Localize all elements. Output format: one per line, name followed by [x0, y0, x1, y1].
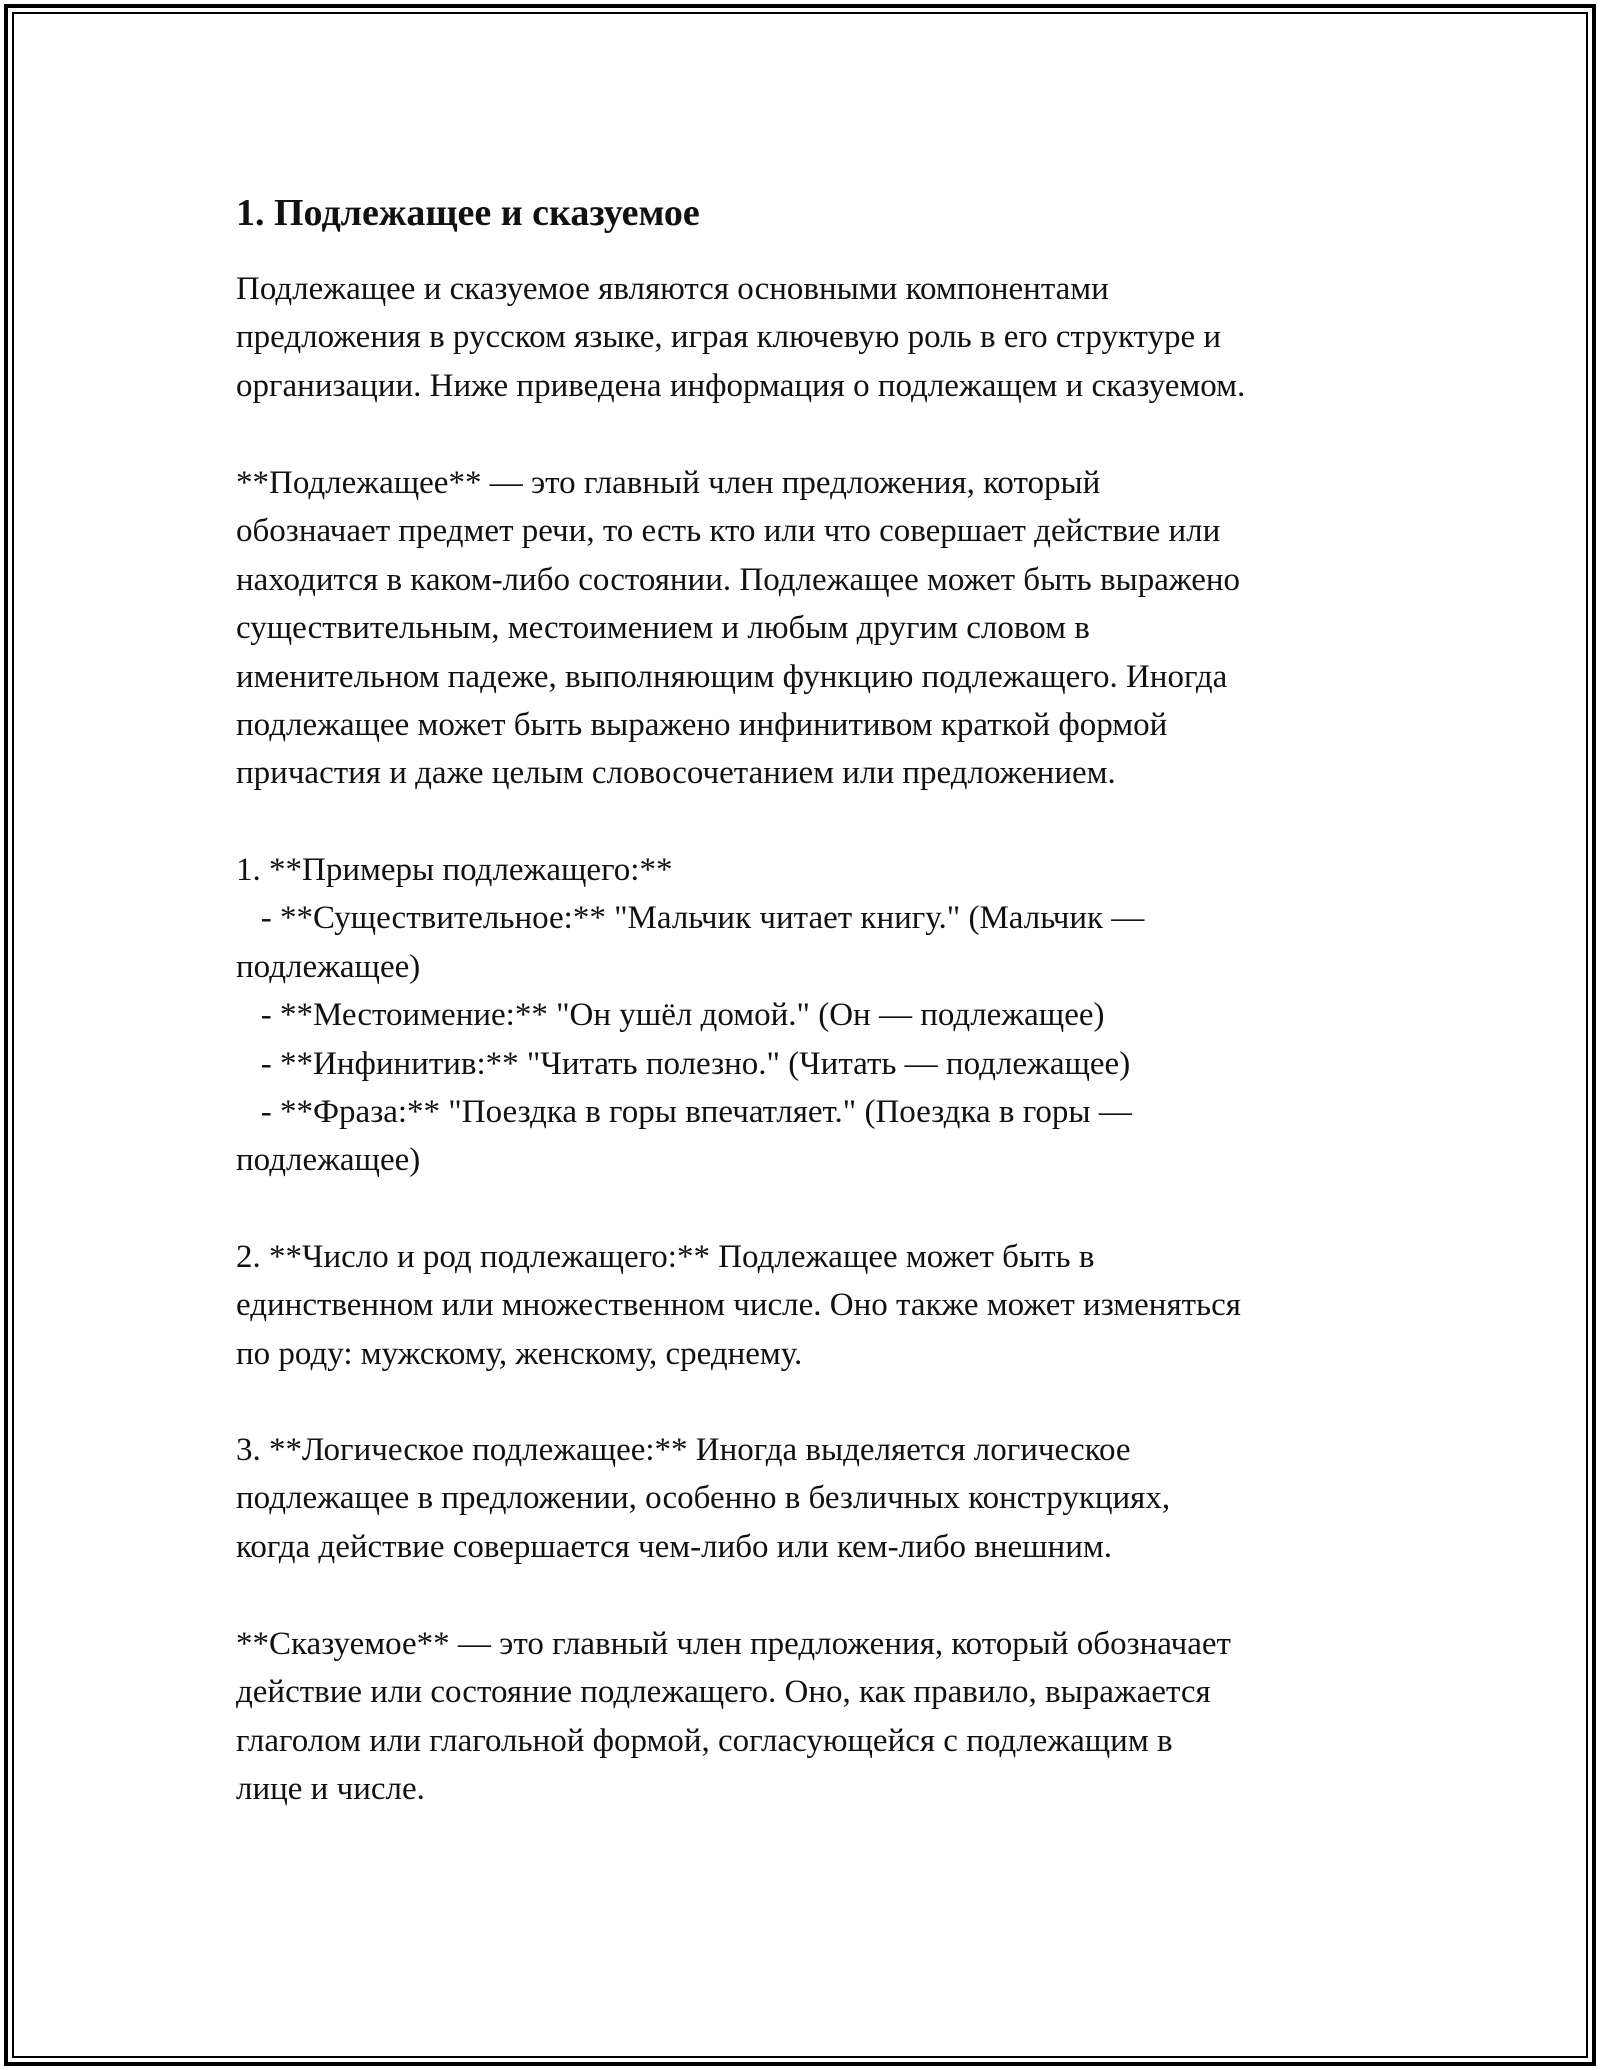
- text-line: именительном падеже, выполняющим функцию подлежащего. Иногда: [236, 658, 1228, 695]
- subject-examples-list: [236, 846, 1144, 1185]
- text-line: причастия и даже целым словосочетанием или предложением.: [236, 755, 1116, 792]
- text-line: предложения в русском языке, играя ключевую роль в его структуре и: [236, 319, 1222, 356]
- list-item: - **Фраза:** "Поездка в горы впечатляет." (Поездка в горы —: [236, 1093, 1132, 1130]
- text-line: обозначает предмет речи, то есть кто или что совершает действие или: [236, 513, 1221, 550]
- text-line: **Сказуемое** — это главный член предложения, который обозначает: [236, 1626, 1231, 1662]
- text-line: глаголом или глагольной формой, согласующейся с подлежащим в: [236, 1722, 1173, 1759]
- text-line: когда действие совершается чем-либо или кем-либо внешним.: [236, 1528, 1112, 1565]
- text-line: подлежащее в предложении, особенно в безличных конструкциях,: [236, 1480, 1171, 1517]
- list-item-continuation: подлежащее): [236, 1142, 421, 1179]
- text-line: **Подлежащее** — это главный член предложения, который: [236, 465, 1101, 501]
- text-line: находится в каком-либо состоянии. Подлежащее может быть выражено: [236, 561, 1241, 598]
- intro-paragraph: [236, 265, 1245, 410]
- number-gender-paragraph: [236, 1233, 1241, 1378]
- text-line: Подлежащее и сказуемое являются основными компонентами: [236, 271, 1109, 307]
- section-heading: 1. Подлежащее и сказуемое: [236, 192, 700, 234]
- text-line: единственном или множественном числе. Оно также может изменяться: [236, 1287, 1241, 1324]
- logical-subject-paragraph: [236, 1426, 1170, 1571]
- text-line: лице и числе.: [236, 1771, 425, 1808]
- text-line: 2. **Число и род подлежащего:** Подлежащее может быть в: [236, 1239, 1095, 1275]
- text-line: 3. **Логическое подлежащее:** Иногда выделяется логическое: [236, 1432, 1131, 1468]
- text-line: организации. Ниже приведена информация о подлежащем и сказуемом.: [236, 367, 1246, 404]
- list-item: - **Инфинитив:** "Читать полезно." (Читать — подлежащее): [236, 1045, 1131, 1082]
- predicate-definition-paragraph: [236, 1620, 1231, 1814]
- list-item-continuation: подлежащее): [236, 948, 421, 985]
- list-item: - **Существительное:** "Мальчик читает книгу." (Мальчик —: [236, 900, 1145, 937]
- text-line: существительным, местоимением и любым другим словом в: [236, 610, 1090, 647]
- text-line: подлежащее может быть выражено инфинитивом краткой формой: [236, 706, 1168, 743]
- list-item: 1. **Примеры подлежащего:**: [236, 852, 673, 888]
- document-body: [236, 188, 1386, 1808]
- subject-definition-paragraph: [236, 459, 1240, 798]
- text-line: действие или состояние подлежащего. Оно, как правило, выражается: [236, 1674, 1211, 1711]
- text-line: по роду: мужскому, женскому, среднему.: [236, 1335, 803, 1372]
- list-item: - **Местоимение:** "Он ушёл домой." (Он — подлежащее): [236, 997, 1105, 1034]
